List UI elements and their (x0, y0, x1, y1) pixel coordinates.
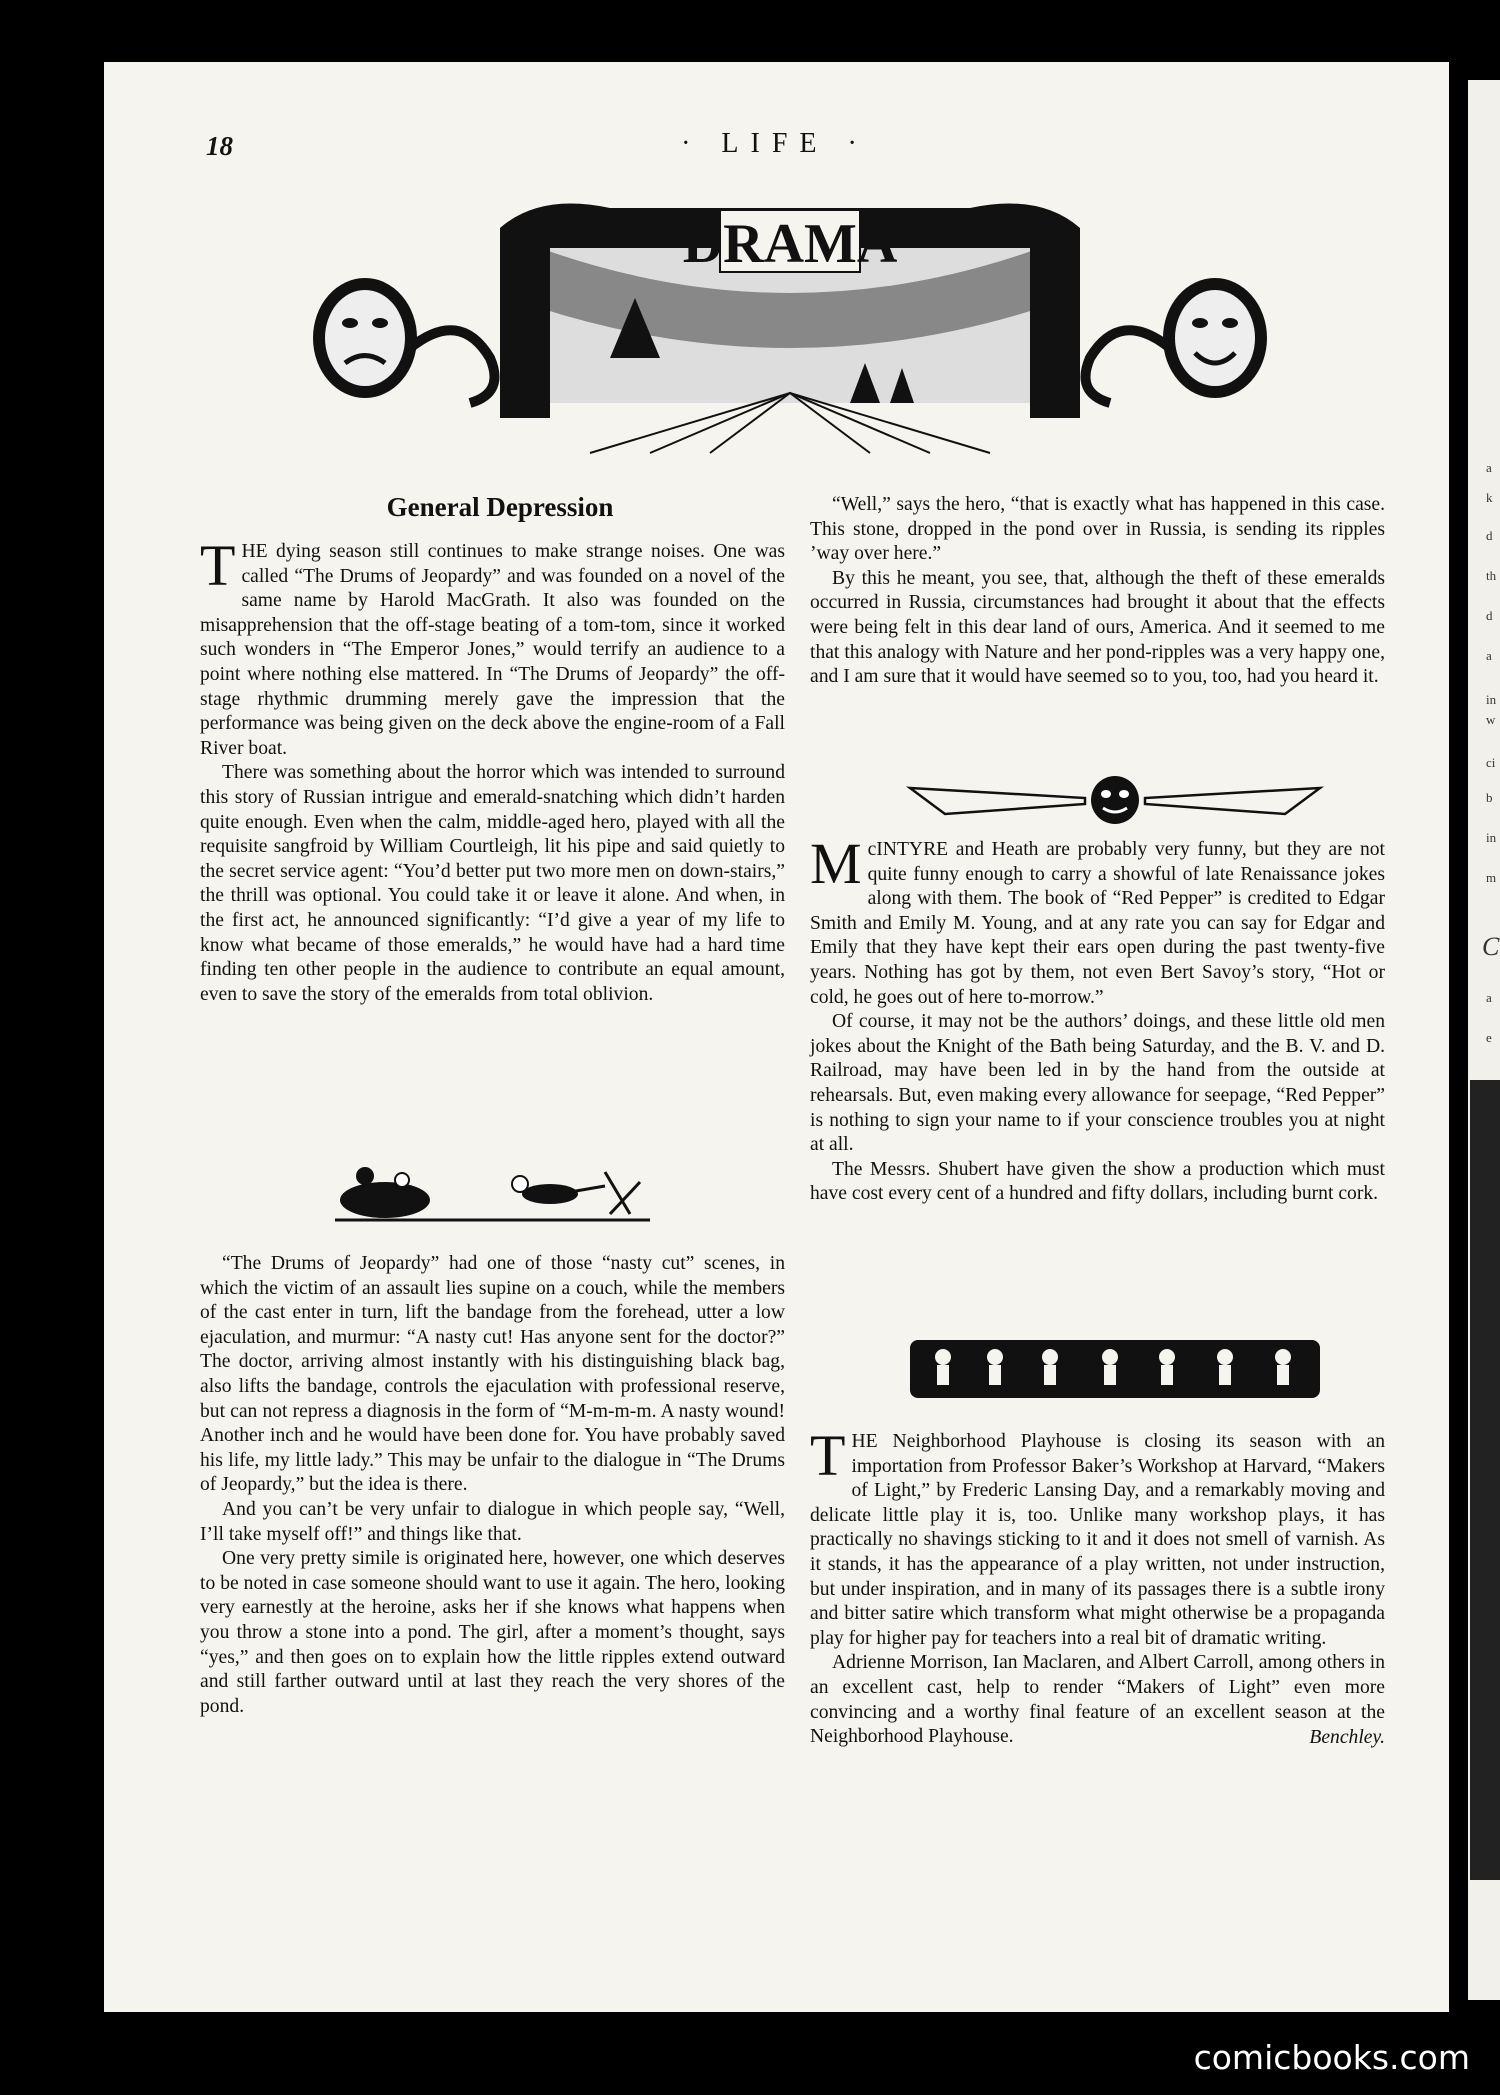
paragraph: McINTYRE and Heath are probably very funny, but they are not quite funny enough to carry a showful of late Renaissance jokes along with them. The book of “Red Pepper” is credited to Edgar Smith and Emily M. Young, and at any rate you can say for Edgar and Emily that they have kept their ears open during the past twenty-five years. Nothing has got by them, not even Bert Savoy’s story, “Hot or cold, he goes out of here to-morrow.” (810, 831, 1385, 1008)
drop-cap: T (200, 533, 236, 598)
article-title: General Depression (386, 492, 614, 522)
right-column-middle (810, 831, 1385, 1207)
paragraph: THE Neighborhood Playhouse is closing its season with an importation from Professor Baker’s Workshop at Harvard, “Makers of Light,” by Frederic Lansing Day, and a remarkably moving and delicate little play it is, too. Unlike many workshop plays, it has practically no shavings sticking to it and it does not smell of varnish. As it stands, it has the appearance of a play written, not under instruction, but under inspiration, and in many of its passages there is a subtle irony and bitter satire which transform what might otherwise be a propaganda play for higher pay for teachers into a real bit of dramatic writing. (810, 1423, 1385, 1649)
mask-left-icon (313, 278, 495, 403)
watermark: comicbooks.com (1193, 2038, 1470, 2077)
fragment: a (1486, 648, 1492, 663)
paragraph: And you can’t be very unfair to dialogue in which people say, “Well, I’ll take myself off!” and things like that. (200, 1498, 785, 1545)
fragment: a (1486, 990, 1492, 1005)
drama-title: DRAMA (682, 213, 898, 275)
dancing-figures-frieze (905, 1335, 1325, 1403)
face-divider-ornament (905, 770, 1325, 828)
paragraph: “The Drums of Jeopardy” had one of those “nasty cut” scenes, in which the victim of an assault lies supine on a couch, while the members of the cast enter in turn, lift the bandage from the forehead, utter a low ejaculation, and murmur: “A nasty cut! Has anyone sent for the doctor?” The doctor, arriving almost instantly with his distinguishing black bag, also lifts the bandage, controls the ejaculation with professional reserve, but can not repress a diagnosis in the form of “M-m-m-m. A nasty wound! Another inch and he would have been done for. You have probably saved his life, my little lady.” This may be unfair to the dialogue in “The Drums of Jeopardy,” but the idea is there. (200, 1253, 785, 1496)
paragraph: Of course, it may not be the authors’ doings, and these little old men jokes about the Knight of the Bath being Saturday, and the B. V. and D. Railroad, may have been led in by the hand from the outside at rehearsals. But, even making every allowance for seepage, “Red Pepper” is nothing to sign your name to if your conscience troubles you at night at all. (810, 1011, 1385, 1156)
drop-cap: M (810, 831, 862, 896)
adjacent-illustration (1470, 1080, 1500, 1880)
fragment: k (1486, 490, 1493, 505)
fragment: e (1486, 1030, 1492, 1045)
right-column-top (810, 493, 1385, 690)
running-title: · LIFE · (681, 128, 869, 159)
fragment: C (1482, 932, 1500, 961)
paragraph: Adrienne Morrison, Ian Maclaren, and Albert Carroll, among others in an excellent cast, help to render “Makers of Light” even more convincing and a worthy final feature of an excellent season at the Neighborhood Playhouse. (810, 1652, 1385, 1748)
fragment: d (1486, 528, 1493, 543)
fragment: ci (1486, 755, 1496, 770)
fragment: a (1486, 460, 1492, 475)
fragment: m (1486, 870, 1497, 885)
fragment: th (1486, 568, 1497, 583)
left-column-bottom (200, 1252, 785, 1719)
mask-right-icon (1086, 278, 1268, 403)
fragment: in (1486, 692, 1497, 707)
paragraph: The Messrs. Shubert have given the show a production which must have cost every cent of a hundred and fifty dollars, including burnt cork. (810, 1158, 1385, 1205)
fleeing-figures-illustration (330, 1162, 660, 1224)
paragraph: By this he meant, you see, that, although the theft of these emeralds occurred in Russia, circumstances had brought it about that the effects were being felt in this dear land of ours, America. And it seemed to me that this analogy with Nature and her pond-ripples was a very happy one, and I am sure that it would have seemed so to you, too, had you heard it. (810, 567, 1385, 688)
right-column-bottom (810, 1423, 1385, 1750)
paragraph: There was something about the horror which was intended to surround this story of Russian intrigue and emerald-snatching which didn’t harden quite enough. Even when the calm, middle-aged hero, played with all the requisite sangfroid by William Courtleigh, lit his pipe and said quietly to the secret service agent: “You’d better put two more men on down-stairs,” the thrill was optional. You could take it or leave it alone. And when, in the first act, he announced significantly: “I’d give a year of my life to know what became of those emeralds,” he would have had a hard time finding ten other people in the audience to contribute an equal amount, even to save the story of the emeralds from total oblivion. (200, 762, 785, 1005)
fragment: w (1486, 712, 1496, 727)
paragraph: “Well,” says the hero, “that is exactly what has happened in this case. This stone, dropped in the pond over in Russia, is sending its ripples ’way over here.” (810, 494, 1385, 565)
fragment: d (1486, 608, 1493, 623)
paragraph: One very pretty simile is originated here, however, one which deserves to be noted in case someone should want to use it again. The hero, looking very earnestly at the heroine, asks her if she knows what happens when you throw a stone into a pond. The girl, after a moment’s thought, says “yes,” and then goes on to explain how the little ripples extend outward and still farther outward until at last they reach the very shores of the pond. (200, 1548, 785, 1717)
author-signature: Benchley. (1309, 1726, 1385, 1748)
fragment: in (1486, 830, 1497, 845)
fragment: b (1486, 790, 1493, 805)
adjacent-page-edge (1468, 80, 1500, 2000)
paragraph: THE dying season still continues to make strange noises. One was called “The Drums of Jeopardy” and was founded on a novel of the same name by Harold MacGrath. It also was founded on the misapprehension that the off-stage beating of a tom-tom, since it worked such wonders in “The Emperor Jones,” would terrify an audience to a point where nothing else mattered. In “The Drums of Jeopardy” the off-stage rhythmic drumming merely gave the impression that the performance was being given on the deck above the engine-room of a Fall River boat. (200, 533, 785, 759)
drop-cap: T (810, 1423, 846, 1488)
left-column-top (200, 533, 785, 1007)
page-number: 18 (206, 131, 233, 161)
drama-banner-illustration (290, 188, 1290, 468)
